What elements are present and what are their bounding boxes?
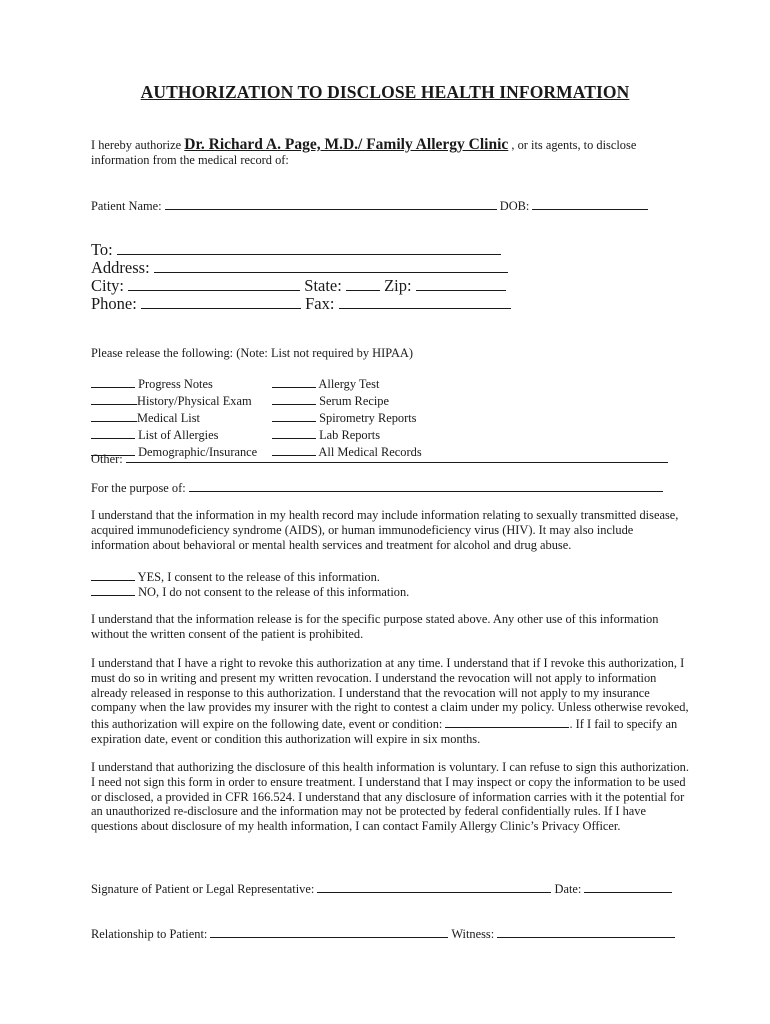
expiration-field[interactable]: [445, 715, 569, 728]
release-item-blank[interactable]: [91, 409, 137, 422]
revoke-text: I understand that I have a right to revoke this authorization at any time. I understand that if I revoke this authorization, I must do so in writing and present my written revocation. I understand the revocation will not apply to information already released in response to this authorization. I understand that the revocation will not apply to my insurance company when the law provides my insurer with the right to contest a claim under my policy. Unless otherwise revoked, this authorization will expire on the following date, event or condition:: [91, 656, 689, 732]
release-item-label: Serum Recipe: [319, 394, 389, 408]
purpose-label: For the purpose of:: [91, 481, 186, 495]
dob-label: DOB:: [499, 199, 530, 213]
release-item-blank[interactable]: [91, 426, 135, 439]
address-label: Address:: [91, 258, 150, 277]
city-field[interactable]: [128, 276, 300, 291]
phone-row: [91, 294, 511, 313]
provider-name: Dr. Richard A. Page, M.D./ Family Allergy Clinic: [184, 136, 509, 153]
city-row: [91, 276, 506, 295]
purpose-row: [91, 479, 663, 496]
release-item: [272, 426, 422, 443]
consent-yes-label: YES, I consent to the release of this information.: [137, 570, 380, 584]
release-item-label: All Medical Records: [318, 445, 422, 459]
release-item-blank[interactable]: [272, 392, 316, 405]
revoke-tail-text: If I fail to specify an expiration date, event or condition this authorization will expire in six months.: [91, 717, 678, 746]
release-item-blank[interactable]: [272, 409, 316, 422]
relationship-field[interactable]: [210, 925, 448, 938]
release-right-column: [272, 375, 422, 460]
patient-row: [91, 197, 648, 214]
purpose-paragraph: I understand that the information release is for the specific purpose stated above. Any other use of this information without the written consent of the patient is prohibited.: [91, 612, 659, 641]
witness-field[interactable]: [497, 925, 675, 938]
to-label: To:: [91, 240, 113, 259]
release-item-label: Progress Notes: [138, 377, 213, 391]
release-item-blank[interactable]: [91, 375, 135, 388]
fax-label: Fax:: [305, 294, 335, 313]
intro-line-2: information from the medical record of:: [91, 153, 289, 167]
date-label: Date:: [554, 882, 582, 896]
fax-field[interactable]: [339, 294, 511, 309]
form-title: AUTHORIZATION TO DISCLOSE HEALTH INFORMATION: [140, 82, 630, 102]
patient-name-field[interactable]: [165, 197, 497, 210]
release-item: [272, 375, 422, 392]
voluntary-paragraph: I understand that authorizing the disclosure of this health information is voluntary. I can refuse to sign this authorization. I need not sign this form in order to ensure treatment. I understand that I may inspect or copy the information to be used or disclosed, a provided in CFR 166.524. I understand that any disclosure of information carries with it the potential for an unauthorized re-disclosure and the information may not be protected by federal confidentially rules. If I have questions about disclosure of my health information, I can contact Family Allergy Clinic’s Privacy Officer.: [91, 760, 689, 834]
purpose-field[interactable]: [189, 479, 663, 492]
release-item: [272, 409, 422, 426]
other-label: Other:: [91, 452, 123, 466]
revoke-paragraph: I understand that I have a right to revoke this authorization at any time. I understand that if I revoke this authorization, I must do so in writing and present my written revocation. I understand the revocation will not apply to information already released in response to this authorization. I understand that the revocation will not apply to my insurance company when the law provides my insurer with the right to contest a claim under my policy. Unless otherwise revoked, this authorization will expire on the following date, event or condition: . If I fail to specify an expiration date, event or condition this authorization will expire in six months.: [91, 656, 689, 746]
release-item-blank[interactable]: [91, 392, 137, 405]
address-row: [91, 258, 508, 277]
release-item-blank[interactable]: [272, 375, 316, 388]
release-item-blank[interactable]: [272, 426, 316, 439]
release-item-label: Spirometry Reports: [319, 411, 417, 425]
signature-field[interactable]: [317, 880, 551, 893]
relationship-row: [91, 925, 675, 942]
release-item: [91, 409, 257, 426]
consent-no-row: [91, 583, 409, 600]
release-item-label: List of Allergies: [138, 428, 219, 442]
hiv-disclosure-paragraph: I understand that the information in my health record may include information relating to sexually transmitted disease, acquired immunodeficiency syndrome (AIDS), or human immunodeficiency virus (HIV). It may also include information about behavioral or mental health services and treatment for alcohol and drug abuse.: [91, 508, 679, 552]
release-item: [91, 375, 257, 392]
signature-row: [91, 880, 672, 897]
signature-label: Signature of Patient or Legal Representative:: [91, 882, 315, 896]
release-item-label: History/Physical Exam: [137, 394, 252, 408]
release-item-label: Medical List: [137, 411, 200, 425]
date-field[interactable]: [584, 880, 672, 893]
release-item: [272, 392, 422, 409]
consent-yes-blank[interactable]: [91, 568, 135, 581]
phone-field[interactable]: [141, 294, 301, 309]
patient-name-label: Patient Name:: [91, 199, 162, 213]
intro-line-1: [91, 137, 636, 153]
intro-prefix: I hereby authorize: [91, 138, 182, 152]
to-field[interactable]: [117, 240, 501, 255]
release-item: [91, 426, 257, 443]
consent-no-blank[interactable]: [91, 583, 135, 596]
intro-suffix: , or its agents, to disclose: [511, 138, 637, 152]
other-row: [91, 450, 668, 467]
to-row: [91, 240, 501, 259]
city-label: City:: [91, 276, 125, 295]
phone-label: Phone:: [91, 294, 137, 313]
address-field[interactable]: [154, 258, 508, 273]
release-item-label: Demographic/Insurance: [138, 445, 258, 459]
other-field[interactable]: [126, 450, 668, 463]
dob-field[interactable]: [532, 197, 648, 210]
zip-label: Zip:: [384, 276, 412, 295]
state-field[interactable]: [346, 276, 380, 291]
release-item: [91, 392, 257, 409]
release-item-label: Allergy Test: [318, 377, 380, 391]
state-label: State:: [304, 276, 342, 295]
release-heading: Please release the following: (Note: List not required by HIPAA): [91, 346, 413, 360]
witness-label: Witness:: [451, 927, 495, 941]
zip-field[interactable]: [416, 276, 506, 291]
release-left-column: [91, 375, 257, 460]
release-item-label: Lab Reports: [319, 428, 381, 442]
relationship-label: Relationship to Patient:: [91, 927, 208, 941]
consent-no-label: NO, I do not consent to the release of this information.: [138, 585, 410, 599]
